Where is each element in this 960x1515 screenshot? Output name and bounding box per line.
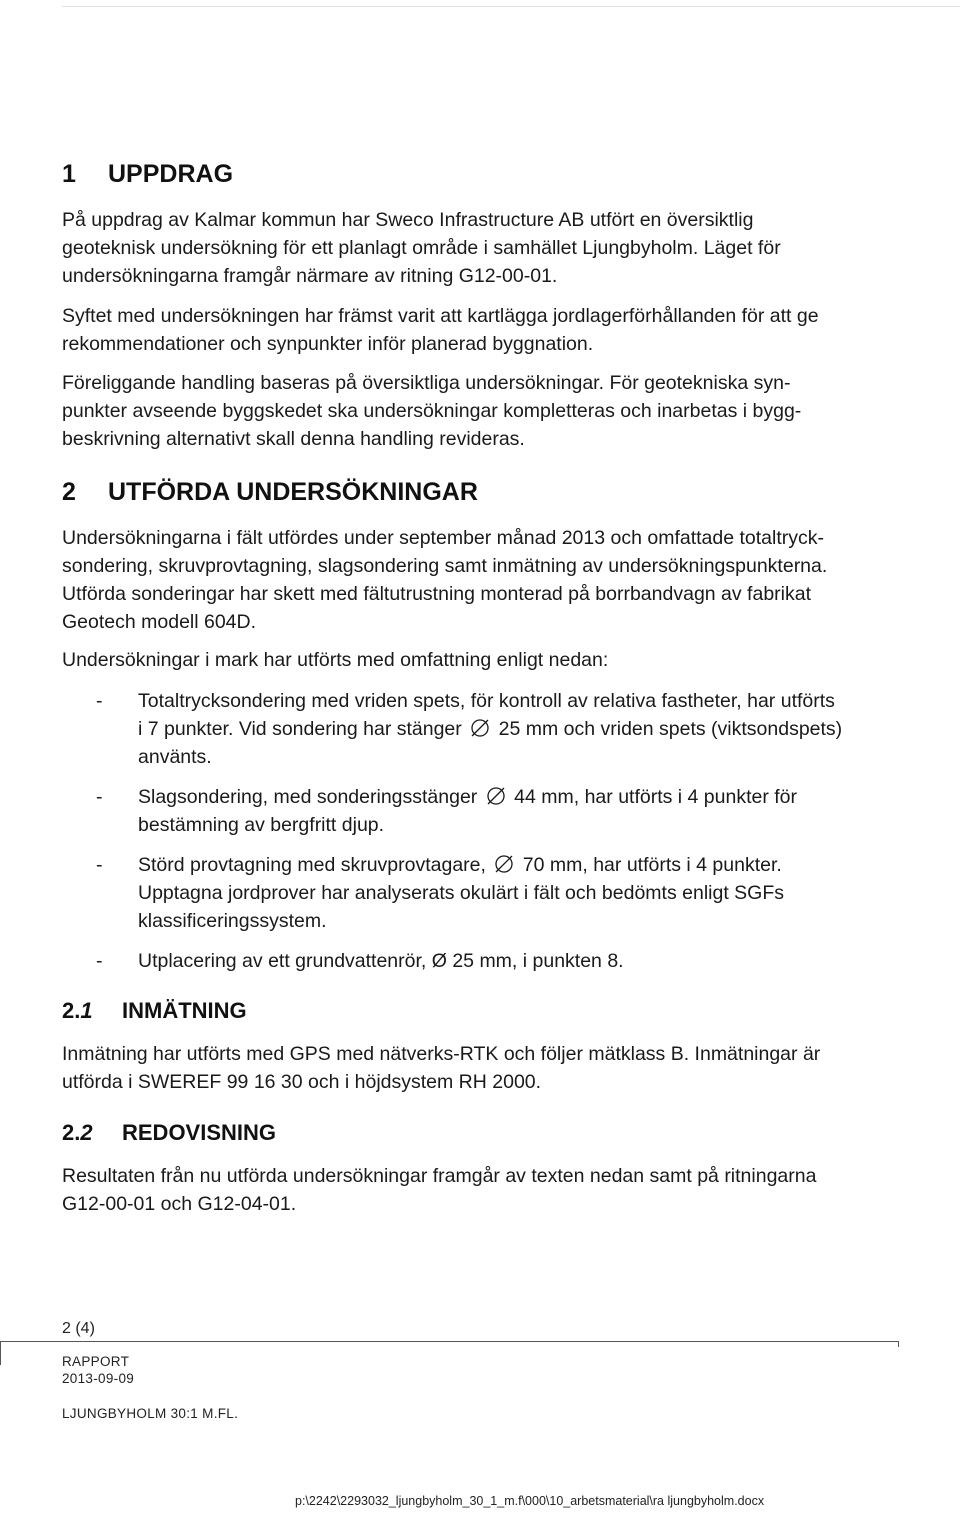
diameter-icon [467,715,493,743]
section-1-heading [62,160,233,189]
project-name: LJUNGBYHOLM 30:1 M.FL. [62,1406,239,1421]
file-path: p:\2242\2293032_ljungbyholm_30_1_m.f\000\10_arbetsmaterial\ra ljungbyholm.docx [295,1494,765,1508]
document-date: 2013-09-09 [62,1371,135,1386]
paragraph-field-work: Undersökningarna i fält utfördes under september månad 2013 och omfattade totaltryck- sondering, skruvprovtagning, slagsondering samt inmätning av undersökningspunkterna. Utförda sonderingar har skett med fältutrustning monterad på borrbandvagn av fabrikat Geotech modell 604D. [62,527,828,633]
list-dash: - [96,786,103,808]
document-type: RAPPORT [62,1354,130,1369]
section-2-1-heading [62,998,247,1024]
section-title: UPPDRAG [108,160,234,188]
footer-rule-tick [898,1341,899,1347]
paragraph-basis: Föreliggande handling baseras på översiktliga undersökningar. För geotekniska syn- punkter avseende byggskedet ska undersökningar kompletteras och inarbetas i bygg- beskrivning alternativt skall denna handling revideras. [62,372,802,450]
paragraph-scope-intro: Undersökningar i mark har utförts med omfattning enligt nedan: [62,649,609,671]
section-title: UTFÖRDA UNDERSÖKNINGAR [108,478,478,506]
top-rule [62,6,960,7]
paragraph-purpose: Syftet med undersökningen har främst varit att kartlägga jordlagerförhållanden för att ge rekommendationer och synpunkter inför planerad byggnation. [62,305,819,355]
list-dash: - [96,690,103,712]
diameter-icon [491,851,517,879]
section-title: REDOVISNING [122,1120,277,1145]
footer-rule [0,1341,898,1342]
footer-rule-tick [0,1341,1,1365]
paragraph-survey: Inmätning har utförts med GPS med nätverks-RTK och följer mätklass B. Inmätningar är utförda i SWEREF 99 16 30 och i höjdsystem RH 2000. [62,1043,821,1093]
list-dash: - [96,854,103,876]
list-dash: - [96,950,103,972]
page-number: 2 (4) [62,1320,95,1337]
section-number: 2.2 [62,1120,93,1145]
section-number: 2 [62,478,76,506]
section-2-2-heading [62,1120,276,1146]
diameter-icon [483,783,509,811]
section-title: INMÄTNING [122,998,247,1023]
section-2-heading [62,478,478,507]
section-number: 1 [62,160,76,188]
paragraph-reporting: Resultaten från nu utförda undersökningar framgår av texten nedan samt på ritningarna G12-00-01 och G12-04-01. [62,1165,817,1215]
section-number: 2.1 [62,998,93,1023]
paragraph-assignment: På uppdrag av Kalmar kommun har Sweco Infrastructure AB utfört en översiktlig geoteknisk undersökning för ett planlagt område i samhället Ljungbyholm. Läget för undersökningarna framgår närmare av ritning G12-00-01. [62,209,781,287]
